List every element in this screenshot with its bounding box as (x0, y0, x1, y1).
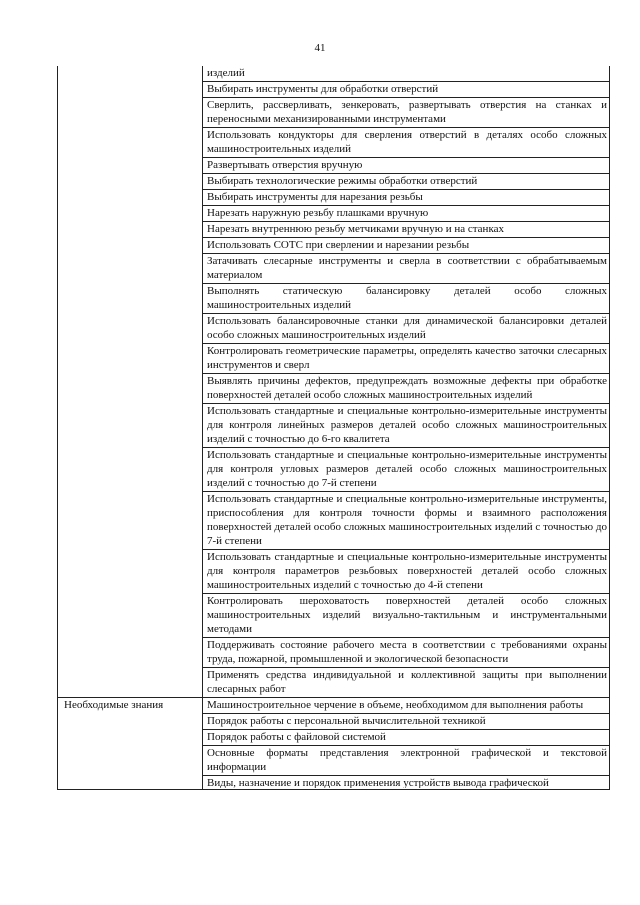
requirement-item: Выбирать технологические режимы обработки отверстий (203, 174, 610, 190)
table-row (58, 66, 610, 82)
requirement-item: Основные форматы представления электронной графической и текстовой информации (203, 746, 610, 776)
requirement-item-text: Виды, назначение и порядок применения устройств вывода графической (207, 777, 549, 788)
requirement-item: Контролировать шероховатость поверхностей деталей особо сложных машиностроительных изделий визуально-тактильным и инструментальными методами (203, 594, 610, 638)
page-number: 41 (314, 42, 326, 54)
requirement-item: Выбирать инструменты для нарезания резьбы (203, 190, 610, 206)
requirement-item: Выявлять причины дефектов, предупреждать возможные дефекты при обработке поверхностей деталей особо сложных машиностроительных изделий (203, 374, 610, 404)
requirement-item: Машиностроительное черчение в объеме, необходимом для выполнения работы (203, 698, 610, 714)
requirement-item (203, 776, 610, 790)
requirement-item: Использовать балансировочные станки для динамической балансировки деталей особо сложных машиностроительных изделий (203, 314, 610, 344)
requirement-item: Выполнять статическую балансировку деталей особо сложных машиностроительных изделий (203, 284, 610, 314)
section-label (58, 66, 203, 698)
requirement-item: Использовать стандартные и специальные контрольно-измерительные инструменты для контроля линейных размеров деталей особо сложных машиностроительных изделий с точностью до 6-го квалитета (203, 404, 610, 448)
requirement-item: Сверлить, рассверливать, зенкеровать, развертывать отверстия на станках и переносными механизированными инструментами (203, 98, 610, 128)
requirements-table-body (58, 66, 610, 790)
requirement-item: Затачивать слесарные инструменты и сверла в соответствии с обрабатываемым материалом (203, 254, 610, 284)
requirement-item: Применять средства индивидуальной и коллективной защиты при выполнении слесарных работ (203, 668, 610, 698)
requirement-item: Нарезать наружную резьбу плашками вручную (203, 206, 610, 222)
requirements-table (57, 66, 610, 790)
requirement-item: Использовать стандартные и специальные контрольно-измерительные инструменты, приспособления для контроля точности формы и взаимного расположения поверхностей деталей особо сложных машиностроительных изделий с точностью до 7-й степени (203, 492, 610, 550)
requirement-item: Порядок работы с персональной вычислительной техникой (203, 714, 610, 730)
requirement-item: Нарезать внутреннюю резьбу метчиками вручную и на станках (203, 222, 610, 238)
requirement-item: Поддерживать состояние рабочего места в соответствии с требованиями охраны труда, пожарной, промышленной и экологической безопасности (203, 638, 610, 668)
requirement-item: Порядок работы с файловой системой (203, 730, 610, 746)
requirement-item: Контролировать геометрические параметры, определять качество заточки слесарных инструментов и сверл (203, 344, 610, 374)
section-label: Необходимые знания (58, 698, 203, 790)
requirement-item: изделий (203, 66, 610, 82)
requirement-item: Использовать стандартные и специальные контрольно-измерительные инструменты для контроля угловых размеров деталей особо сложных машиностроительных изделий с точностью до 7-й степени (203, 448, 610, 492)
table-row (58, 698, 610, 714)
requirement-item: Использовать СОТС при сверлении и нарезании резьбы (203, 238, 610, 254)
requirement-item: Развертывать отверстия вручную (203, 158, 610, 174)
requirement-item: Использовать кондукторы для сверления отверстий в деталях особо сложных машиностроительных изделий (203, 128, 610, 158)
requirement-item: Выбирать инструменты для обработки отверстий (203, 82, 610, 98)
requirement-item: Использовать стандартные и специальные контрольно-измерительные инструменты для контроля параметров резьбовых поверхностей деталей особо сложных машиностроительных изделий с точностью до 4-й степени (203, 550, 610, 594)
